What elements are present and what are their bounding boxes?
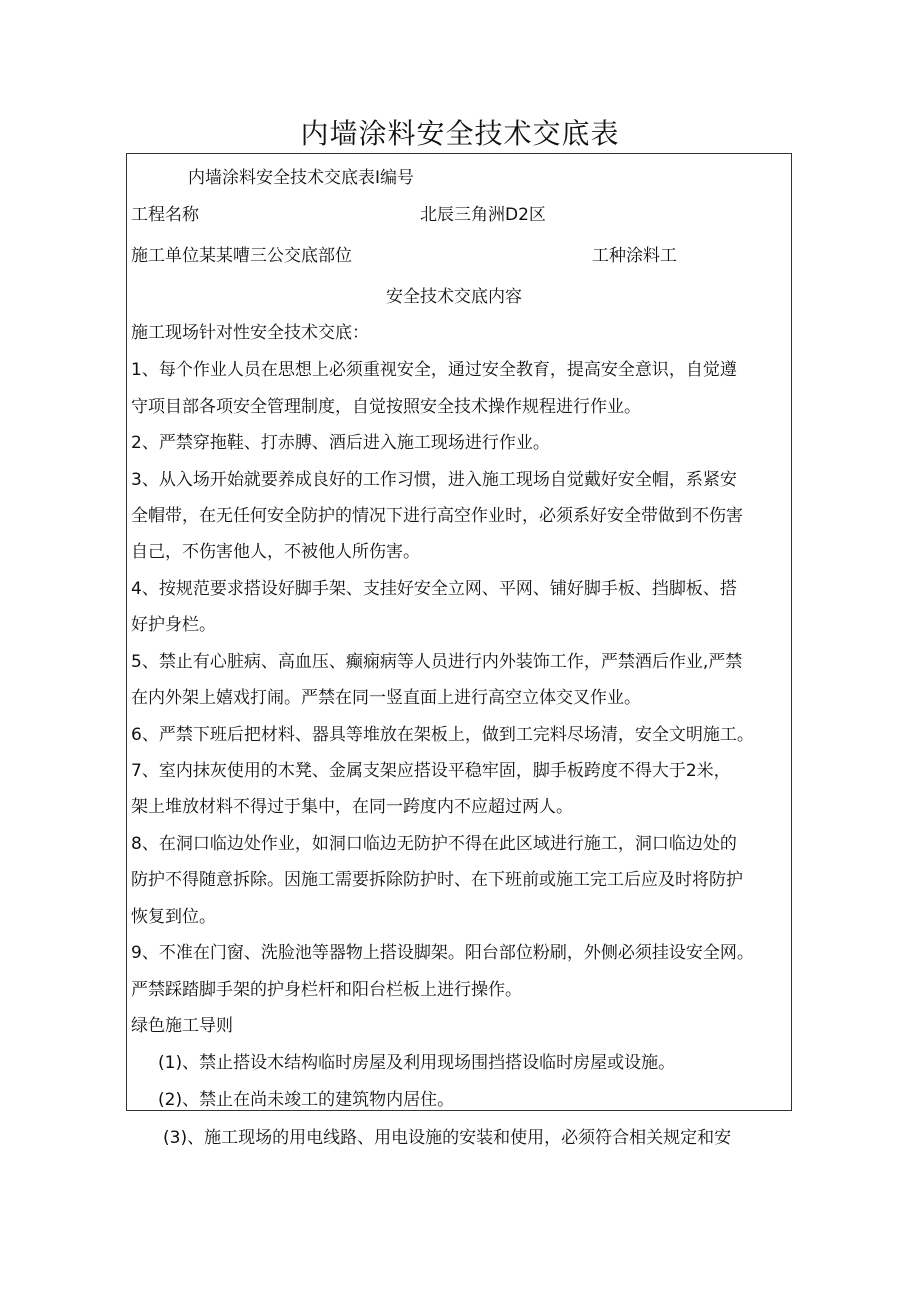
content-line: 好护身栏。 <box>131 615 216 635</box>
section-title: 安全技术交底内容 <box>386 287 522 307</box>
green-rule-2: (2)、禁止在尚未竣工的建筑物内居住。 <box>158 1090 455 1110</box>
content-line: 4、按规范要求搭设好脚手架、支挂好安全立网、平网、铺好脚手板、挡脚板、搭 <box>131 579 737 599</box>
form-label: 内墙涂料安全技术交底表Ⅰ编号 <box>188 168 415 188</box>
content-line: 8、在洞口临边处作业，如洞口临边无防护不得在此区域进行施工，洞口临边处的 <box>131 834 737 854</box>
content-line: 9、不准在门窗、洗脸池等器物上搭设脚架。阳台部位粉刷，外侧必须挂设安全网。 <box>131 943 754 963</box>
content-line: 防护不得随意拆除。因施工需要拆除防护时、在下班前或施工完工后应及时将防护 <box>131 870 743 890</box>
content-line: 守项目部各项安全管理制度，自觉按照安全技术操作规程进行作业。 <box>131 397 641 417</box>
project-name-value: 北辰三角洲D2区 <box>420 205 546 225</box>
content-line: 全帽带，在无任何安全防护的情况下进行高空作业时，必须系好安全带做到不伤害 <box>131 506 743 526</box>
content-line: 架上堆放材料不得过于集中，在同一跨度内不应超过两人。 <box>131 797 573 817</box>
content-line: 1、每个作业人员在思想上必须重视安全，通过安全教育，提高安全意识，自觉遵 <box>131 360 737 380</box>
content-line: 恢复到位。 <box>131 907 216 927</box>
content-line: 3、从入场开始就要养成良好的工作习惯，进入施工现场自觉戴好安全帽，系紧安 <box>131 470 737 490</box>
content-line: 严禁踩踏脚手架的护身栏杆和阳台栏板上进行操作。 <box>131 980 522 1000</box>
project-name-label: 工程名称 <box>131 205 199 225</box>
content-line: 5、禁止有心脏病、高血压、癫痫病等人员进行内外装饰工作，严禁酒后作业,严禁 <box>131 652 743 672</box>
green-construction-title: 绿色施工导则 <box>131 1016 233 1036</box>
construction-unit-line: 施工单位某某嘈三公交底部位 <box>131 246 352 266</box>
content-line: 自己，不伤害他人，不被他人所伤害。 <box>131 542 420 562</box>
content-line: 2、严禁穿拖鞋、打赤膊、酒后进入施工现场进行作业。 <box>131 433 550 453</box>
trade-line: 工种涂料工 <box>592 246 677 266</box>
content-intro: 施工现场针对性安全技术交底： <box>131 323 369 343</box>
green-rule-1: (1)、禁止搭设木结构临时房屋及利用现场围挡搭设临时房屋或设施。 <box>158 1053 676 1073</box>
content-line: 在内外架上嬉戏打闹。严禁在同一竖直面上进行高空立体交叉作业。 <box>131 688 641 708</box>
content-line: 6、严禁下班后把材料、器具等堆放在架板上，做到工完料尽场清，安全文明施工。 <box>131 725 754 745</box>
document-title: 内墙涂料安全技术交底表 <box>300 117 620 150</box>
content-line: 7、室内抹灰使用的木凳、金属支架应搭设平稳牢固，脚手板跨度不得大于2米， <box>131 761 731 781</box>
green-rule-3: (3)、施工现场的用电线路、用电设施的安装和使用，必须符合相关规定和安 <box>163 1128 732 1148</box>
